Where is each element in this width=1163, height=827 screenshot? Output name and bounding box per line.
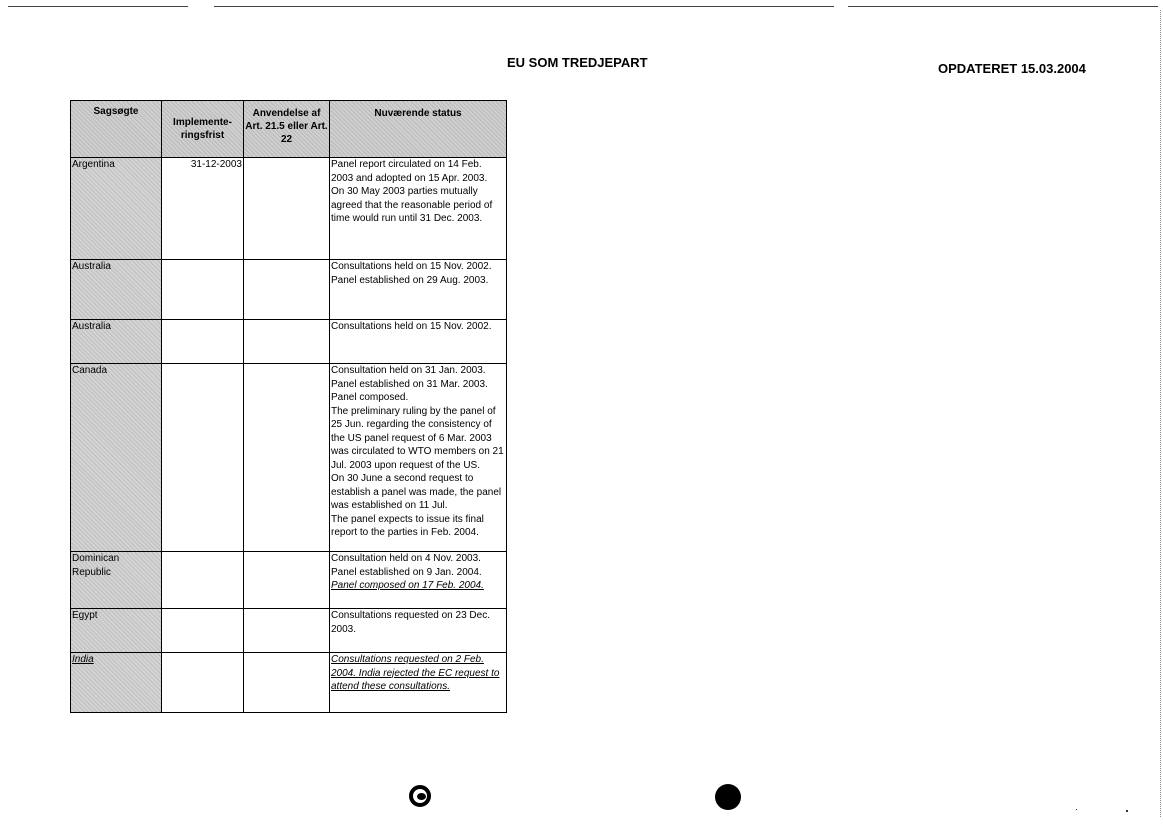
status-line: Panel established on 9 Jan. 2004. <box>331 566 482 578</box>
status-line: On 30 May 2003 parties mutually agreed that the reasonable period of time would run until 31 Dec. 2003. <box>331 186 493 224</box>
header-status: Nuværende status <box>330 101 507 158</box>
table-header-row <box>71 101 507 158</box>
status-cell <box>330 364 507 552</box>
status-line: Consultations held on 15 Nov. 2002. <box>331 321 492 332</box>
deadline-cell <box>162 609 244 653</box>
scan-right-edge <box>1160 10 1161 817</box>
defendant-cell: Egypt <box>71 609 162 653</box>
cases-table <box>70 100 507 713</box>
article-cell <box>244 552 330 609</box>
status-cell <box>330 320 507 364</box>
status-line: Consultations requested on 23 Dec. 2003. <box>331 610 490 635</box>
status-line: On 30 June a second request to establish a panel was made, the panel was established on 11 Jul. <box>331 473 502 511</box>
status-line: Consultations held on 15 Nov. 2002. <box>331 261 492 272</box>
table-row <box>71 320 507 364</box>
status-line: Consultation held on 4 Nov. 2003. <box>331 553 481 564</box>
status-line: The panel expects to issue its final report to the parties in Feb. 2004. <box>331 513 484 538</box>
deadline-cell <box>162 260 244 320</box>
status-line: Consultation held on 31 Jan. 2003. <box>331 365 486 376</box>
table-row <box>71 552 507 609</box>
status-cell <box>330 260 507 320</box>
status-cell <box>330 609 507 653</box>
table-row <box>71 653 507 713</box>
deadline-cell <box>162 552 244 609</box>
article-cell <box>244 260 330 320</box>
binder-hole-mark <box>715 784 741 810</box>
defendant-cell: Argentina <box>71 158 162 260</box>
header-article: Anvendelse af Art. 21.5 eller Art. 22 <box>244 101 330 158</box>
status-cell <box>330 158 507 260</box>
status-cell <box>330 653 507 713</box>
status-line: Panel established on 29 Aug. 2003. <box>331 274 489 286</box>
defendant-cell: Canada <box>71 364 162 552</box>
deadline-cell <box>162 320 244 364</box>
status-cell <box>330 552 507 609</box>
scan-top-rule <box>8 6 188 7</box>
defendant-cell <box>71 653 162 713</box>
article-cell <box>244 158 330 260</box>
status-line: Panel report circulated on 14 Feb. 2003 and adopted on 15 Apr. 2003. <box>331 159 488 184</box>
status-line: Panel composed. <box>331 392 409 403</box>
table-row <box>71 158 507 260</box>
page-title: EU SOM TREDJEPART <box>507 55 648 70</box>
status-line: Panel established on 31 Mar. 2003. <box>331 378 488 390</box>
deadline-cell <box>162 653 244 713</box>
defendant-cell: Dominican Republic <box>71 552 162 609</box>
defendant-cell: Australia <box>71 260 162 320</box>
table-row <box>71 609 507 653</box>
article-cell <box>244 320 330 364</box>
update-date: OPDATERET 15.03.2004 <box>938 61 1086 76</box>
scan-top-rule <box>214 6 834 7</box>
binder-hole-mark <box>409 785 431 807</box>
scan-top-rule <box>848 6 1158 7</box>
table-row <box>71 260 507 320</box>
article-cell <box>244 364 330 552</box>
header-deadline: Implemente-ringsfrist <box>162 101 244 158</box>
header-defendant: Sagsøgte <box>71 101 162 158</box>
status-line-amended: Panel composed on 17 Feb. 2004. <box>331 580 484 591</box>
article-cell <box>244 653 330 713</box>
deadline-cell <box>162 364 244 552</box>
scan-speck <box>1126 810 1128 812</box>
status-line-amended: Consultations requested on 2 Feb. 2004. India rejected the EC request to attend these consultations. <box>331 654 500 692</box>
scan-speck <box>1076 809 1077 810</box>
article-cell <box>244 609 330 653</box>
defendant-cell: Australia <box>71 320 162 364</box>
table-row <box>71 364 507 552</box>
deadline-cell: 31-12-2003 <box>162 158 244 260</box>
defendant-amended: India <box>72 654 94 665</box>
status-line: The preliminary ruling by the panel of 25 Jun. regarding the consistency of the US panel request of 6 Mar. 2003 was circulated to WTO members on 21 Jul. 2003 upon request of the US. <box>331 405 504 471</box>
